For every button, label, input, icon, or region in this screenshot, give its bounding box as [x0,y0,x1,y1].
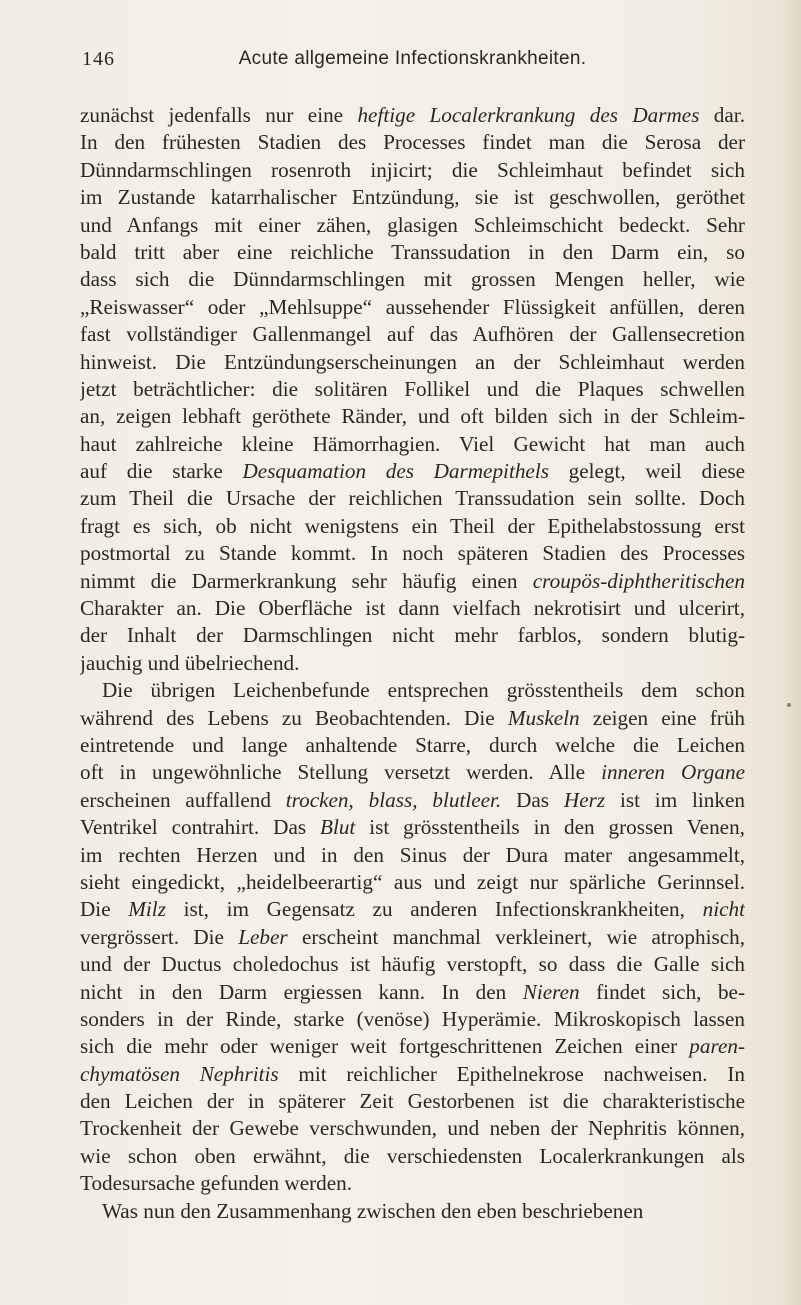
text-line [80,1198,745,1225]
text-run: fast vollständiger Gallenmangel auf das Aufhören der Gallensecretion [80,322,745,347]
text-line [80,1006,745,1033]
text-run: den Leichen der in späterer Zeit Gestorbenen ist die charakteristische [80,1089,745,1114]
text-line [80,1061,745,1088]
emphasis-text: Leber [238,924,288,949]
text-line [80,431,745,458]
text-run: im rechten Herzen und in den Sinus der Dura mater angesammelt, [80,842,745,867]
text-line [80,239,745,266]
text-run: gelegt, weil diese [548,459,745,484]
text-run: Todesursache gefunden werden. [80,1171,353,1196]
text-line [80,458,745,485]
text-run: der Inhalt der Darmschlingen nicht mehr farblos, sondern blutig- [80,623,745,648]
paper-speck [787,703,791,707]
text-line [80,677,745,704]
text-line [80,212,745,239]
text-run: Charakter an. Die Oberfläche ist dann vielfach nekrotisirt und ulcerirt, [80,596,745,621]
text-run: Trockenheit der Gewebe verschwunden, und neben der Nephritis können, [80,1116,745,1141]
text-run: zum Theil die Ursache der reichlichen Transsudation sein sollte. Doch [80,486,745,511]
emphasis-text: nicht [702,897,745,922]
text-line [80,787,745,814]
emphasis-text: Nieren [522,979,580,1004]
text-line [80,869,745,896]
text-run: haut zahlreiche kleine Hämorrhagien. Viel Gewicht hat man auch [80,431,745,456]
body-text [80,102,745,1225]
text-run: an, zeigen lebhaft geröthete Ränder, und oft bilden sich in der Schleim- [80,404,745,429]
text-run: jetzt beträchtlicher: die solitären Follikel und die Plaques schwellen [80,376,745,401]
text-run: ist, im Gegensatz zu anderen Infectionskrankheiten, [165,897,703,922]
text-line [80,157,745,184]
text-run: eintretende und lange anhaltende Starre, durch welche die Leichen [80,732,745,757]
text-run: bald tritt aber eine reichliche Transsudation in den Darm ein, so [80,239,745,264]
text-run: erscheint manchmal verkleinert, wie atrophisch, [287,924,745,949]
text-run: Ventrikel contrahirt. Das [80,815,320,840]
text-line [80,294,745,321]
text-run: und der Ductus choledochus ist häufig verstopft, so dass die Galle sich [80,952,745,977]
text-run: zeigen eine früh [579,705,745,730]
text-line [80,1088,745,1115]
text-run: ist grösstentheils in den grossen Venen, [355,815,745,840]
text-run: auf die starke [80,459,243,484]
emphasis-text: Milz [128,897,166,922]
emphasis-text: croupös-diphtheritischen [532,568,745,593]
text-line [80,184,745,211]
text-line [80,485,745,512]
text-line [80,842,745,869]
text-run: im Zustande katarrhalischer Entzündung, sie ist geschwollen, geröthet [80,185,745,210]
text-run: Das [501,787,564,812]
text-line [80,568,745,595]
text-run: dar. [699,103,745,127]
text-run: findet sich, be- [579,979,745,1004]
text-line [80,814,745,841]
text-run: und Anfangs mit einer zähen, glasigen Schleimschicht bedeckt. Sehr [80,212,745,237]
text-line [80,1170,745,1197]
running-title: Acute allgemeine Infectionskrankheiten. [238,48,587,69]
emphasis-text: inneren Organe [601,760,745,785]
emphasis-text: heftige Localerkrankung des Darmes [357,103,700,127]
text-line [80,951,745,978]
text-run: erscheinen auffallend [80,787,286,812]
text-run: In den frühesten Stadien des Processes findet man die Serosa der [80,130,745,155]
text-run: jauchig und übelriechend. [80,650,300,675]
text-line [80,979,745,1006]
text-line [80,540,745,567]
text-line [80,129,745,156]
text-run: „Reiswasser“ oder „Mehlsuppe“ aussehender Flüssigkeit anfüllen, deren [80,294,745,319]
emphasis-text: Desquamation des Darmepithels [242,459,549,484]
text-line [80,102,745,129]
page-number: 146 [82,48,115,70]
emphasis-text: Herz [563,787,606,812]
text-line [80,732,745,759]
text-line [80,650,745,677]
text-run: ist im linken [605,787,745,812]
text-run: oft in ungewöhnliche Stellung versetzt werden. Alle [80,760,602,785]
text-line [80,321,745,348]
text-line [80,924,745,951]
text-run: wie schon oben erwähnt, die verschiedensten Localerkrankungen als [80,1143,745,1168]
emphasis-text: Blut [320,815,356,840]
text-line [80,622,745,649]
text-line [80,759,745,786]
page-header [80,48,745,84]
text-run: zunächst jedenfalls nur eine [80,103,358,127]
text-line [80,1143,745,1170]
text-line [80,1115,745,1142]
text-line [80,376,745,403]
text-run: vergrössert. Die [80,924,239,949]
text-line [80,896,745,923]
text-run: sonders in der Rinde, starke (venöse) Hyperämie. Mikroskopisch lassen [80,1006,745,1031]
text-run: Die [80,897,129,922]
text-line [80,403,745,430]
text-line [80,1033,745,1060]
text-run: hinweist. Die Entzündungserscheinungen an der Schleimhaut werden [80,349,745,374]
text-run: Dünndarmschlingen rosenroth injicirt; die Schleimhaut befindet sich [80,157,745,182]
emphasis-text: trocken, blass, blutleer. [285,787,502,812]
text-line [80,349,745,376]
text-run: sieht eingedickt, „heidelbeerartig“ aus und zeigt nur spärliche Gerinnsel. [80,869,745,894]
text-run: Was nun den Zusammenhang zwischen den eben beschriebenen [102,1198,644,1223]
text-run: Die übrigen Leichenbefunde entsprechen grösstentheils dem schon [102,678,745,703]
text-run: während des Lebens zu Beobachtenden. Die [80,705,508,730]
emphasis-text: Muskeln [507,705,580,730]
text-line [80,513,745,540]
emphasis-text: paren- [689,1034,745,1059]
page-edge-shadow [779,0,801,1305]
text-run: nimmt die Darmerkrankung sehr häufig einen [80,568,533,593]
text-run: postmortal zu Stande kommt. In noch späteren Stadien des Processes [80,541,745,566]
emphasis-text: chymatösen Nephritis [80,1061,279,1086]
text-run: sich die mehr oder weniger weit fortgeschrittenen Zeichen einer [80,1034,690,1059]
text-line [80,595,745,622]
text-run: fragt es sich, ob nicht wenigstens ein Theil der Epithelabstossung erst [80,513,745,538]
text-line [80,705,745,732]
text-run: nicht in den Darm ergiessen kann. In den [80,979,523,1004]
text-line [80,266,745,293]
text-run: dass sich die Dünndarmschlingen mit grossen Mengen heller, wie [80,267,745,292]
text-run: mit reichlicher Epithelnekrose nachweisen. In [278,1061,745,1086]
